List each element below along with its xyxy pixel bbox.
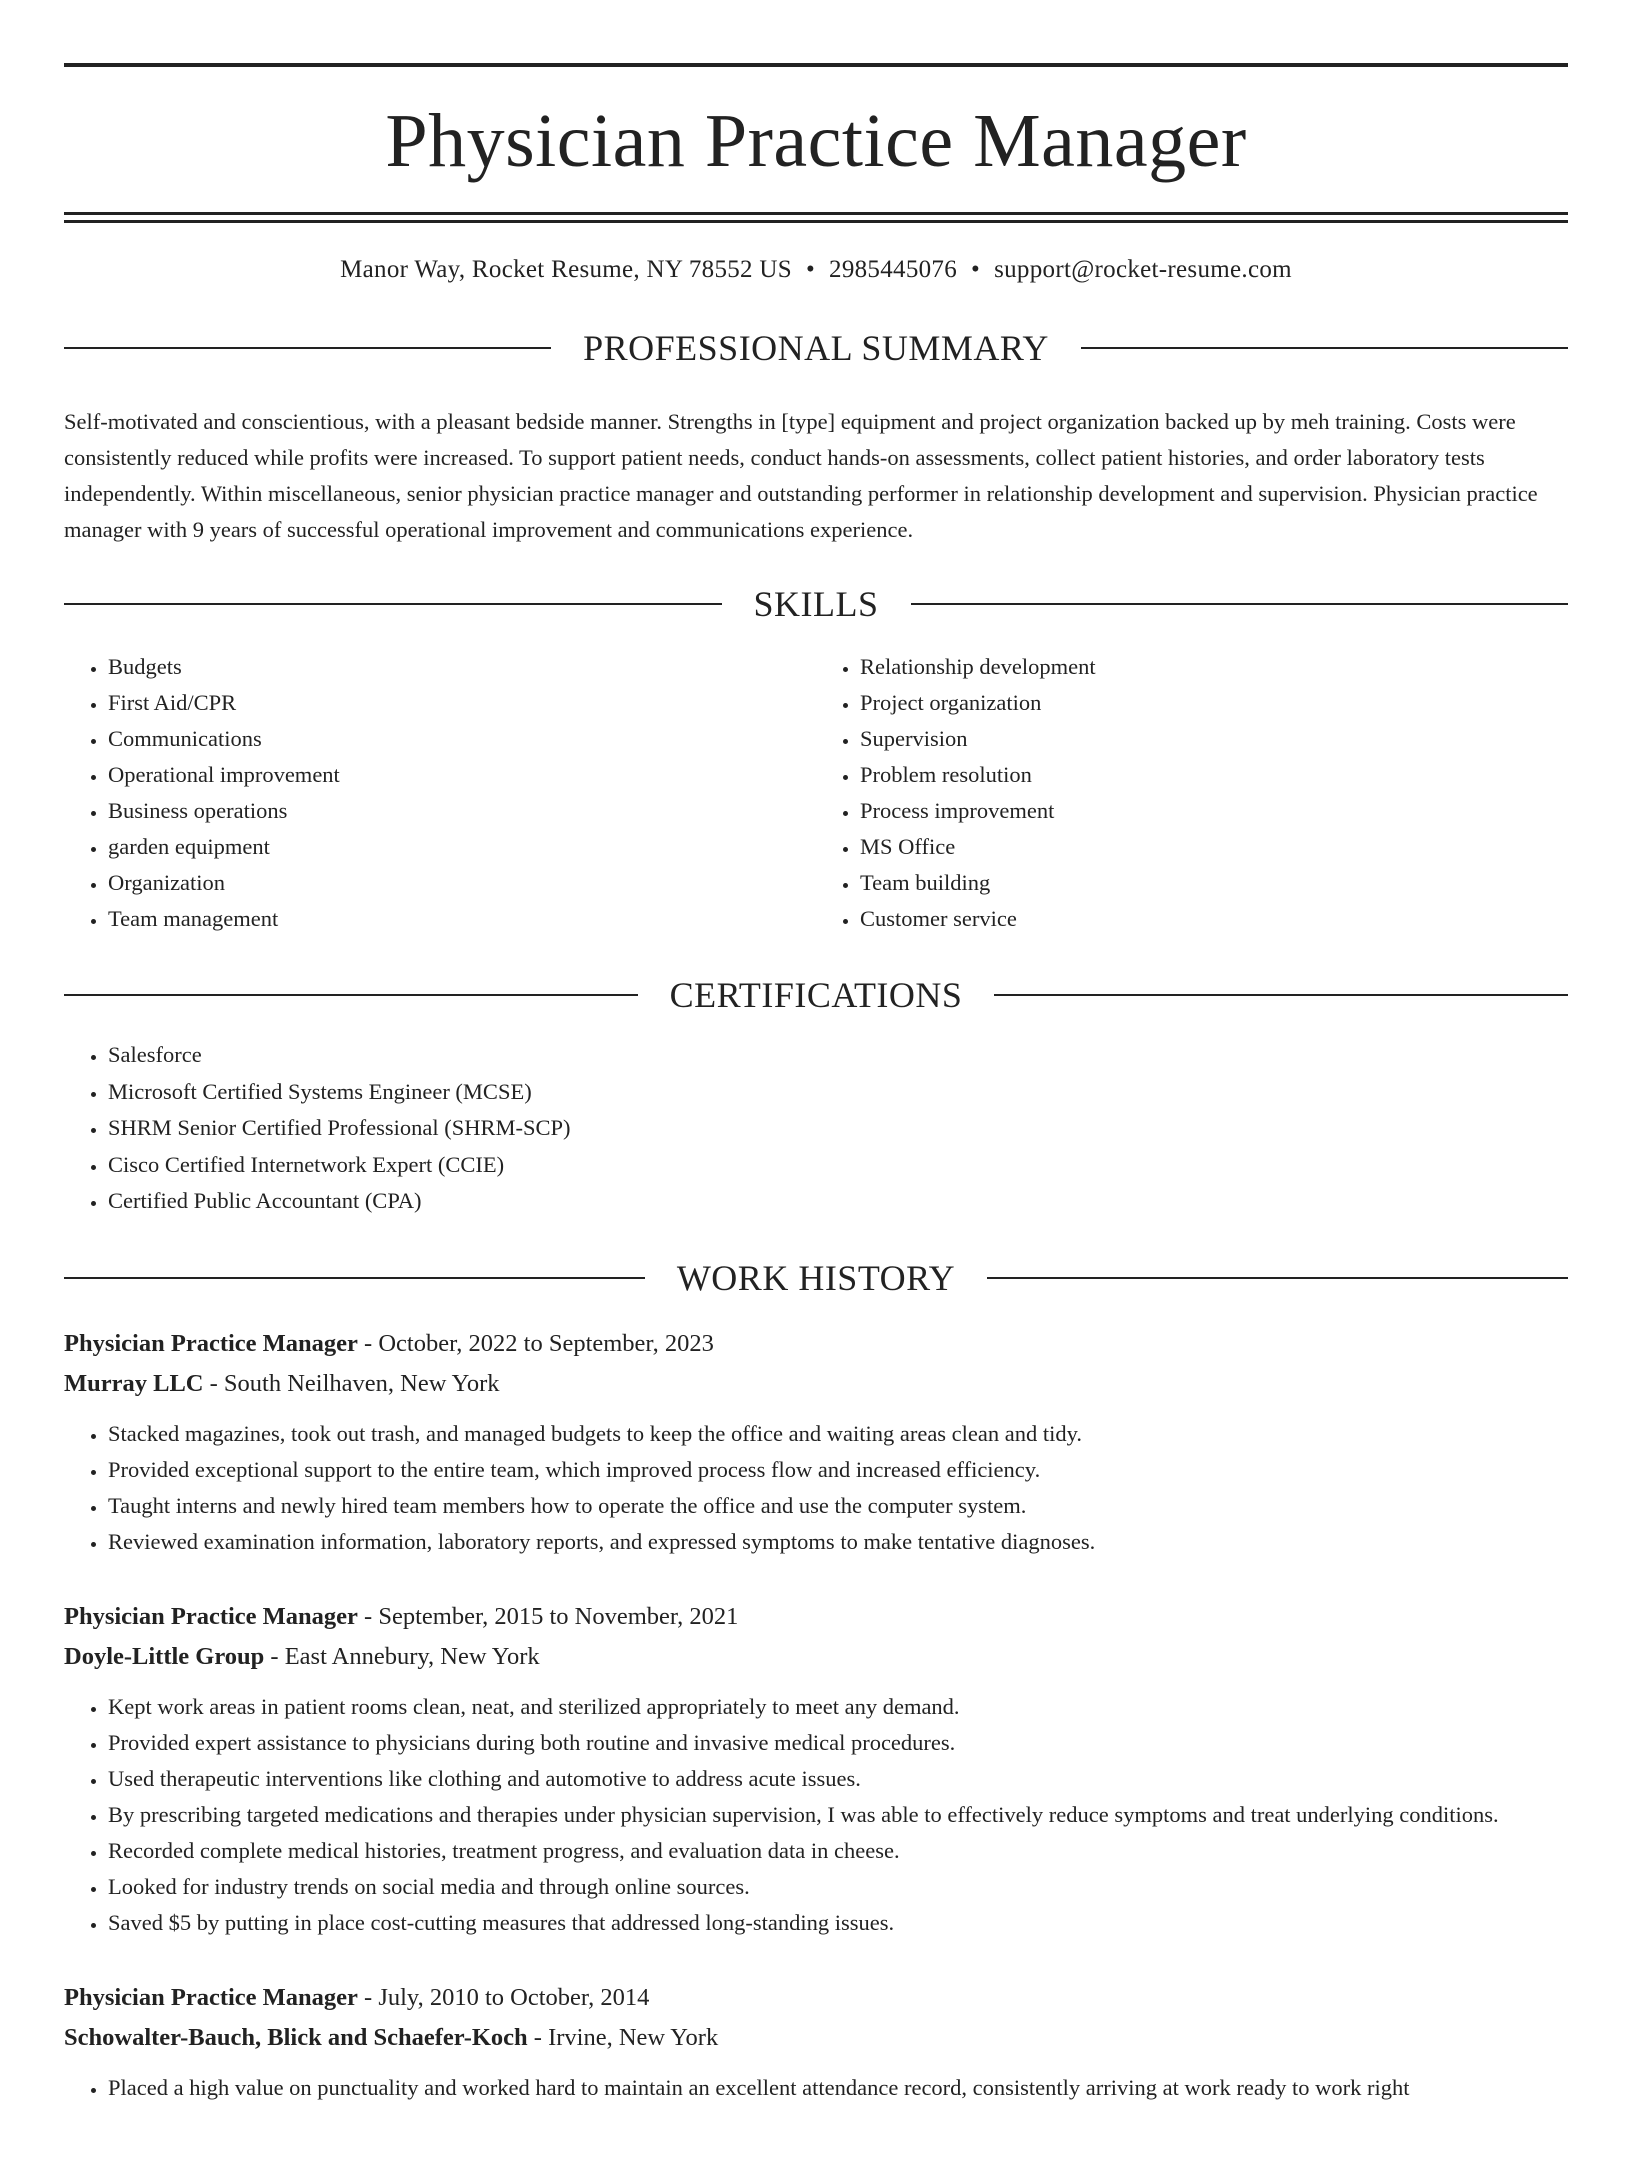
summary-text: Self-motivated and conscientious, with a pleasant bedside manner. Strengths in [type] equipment and project organization backed up by meh training. Costs were consistently reduced while profits were increased. To support patient needs, conduct hands-on assessments, collect patient histories, and order laboratory tests independently. Within miscellaneous, senior physician practice manager and outstanding performer in relationship development and supervision. Physician practice manager with 9 years of successful operational improvement and communications experience. [64,409,1538,542]
heading-rule [987,1277,1568,1279]
job-bullet: • Used therapeutic interventions like clothing and automotive to address acute issues. [108,1761,1568,1797]
contact-separator: • [805,256,816,283]
job-title: Physician Practice Manager [64,1329,358,1357]
heading-rule [64,994,638,996]
contact-phone: 2985445076 [829,256,958,283]
heading-rule [1081,347,1568,349]
job-bullets [64,2070,1568,2106]
job-entry [64,1324,1568,1560]
section-heading-work-history [64,1257,1568,1298]
skill-item: • Process improvement [860,793,1568,829]
certifications-list [64,1037,1568,1220]
certification-item: • Salesforce [108,1037,1568,1074]
job-company-line [64,1637,1568,1677]
skills-list-left [64,649,816,937]
certification-item: • Microsoft Certified Systems Engineer (MCSE) [108,1074,1568,1111]
job-bullet: • Kept work areas in patient rooms clean, neat, and sterilized appropriately to meet any demand. [108,1689,1568,1725]
job-bullets [64,1689,1568,1941]
skill-item: • garden equipment [108,829,816,865]
skill-item: • Customer service [860,901,1568,937]
job-entry [64,1597,1568,1941]
job-entry [64,1978,1568,2106]
resume-page [0,63,1632,2175]
skill-item: • MS Office [860,829,1568,865]
job-company-line [64,2018,1568,2058]
job-bullet: • By prescribing targeted medications and therapies under physician supervision, I was able to effectively reduce symptoms and treat underlying conditions. [108,1797,1568,1833]
section-heading-certifications [64,977,1568,1013]
skills-columns [64,649,1568,937]
job-dates: - September, 2015 to November, 2021 [357,1602,739,1630]
job-bullet: • Provided exceptional support to the entire team, which improved process flow and increased efficiency. [108,1452,1568,1488]
title-double-rule [64,212,1568,223]
section-title: PROFESSIONAL SUMMARY [583,328,1049,368]
skill-item: • Communications [108,721,816,757]
job-company-line [64,1364,1568,1404]
certification-item: • Cisco Certified Internetwork Expert (CCIE) [108,1147,1568,1184]
job-company: Murray LLC [64,1369,204,1397]
job-dates: - July, 2010 to October, 2014 [357,1983,650,2011]
job-dates: - October, 2022 to September, 2023 [357,1329,714,1357]
heading-rule [64,1277,645,1279]
certification-item: • Certified Public Accountant (CPA) [108,1183,1568,1220]
skill-item: • Organization [108,865,816,901]
section-heading-summary [64,330,1568,366]
contact-separator: • [971,256,981,283]
skill-item: • Budgets [108,649,816,685]
heading-rule [911,603,1569,605]
section-heading-skills [64,586,1568,622]
skills-list-right [816,649,1568,937]
job-bullet: • Looked for industry trends on social media and through online sources. [108,1869,1568,1905]
contact-address: Manor Way, Rocket Resume, NY 78552 US [340,256,792,283]
job-title-line [64,1978,1568,2018]
skill-item: • Team management [108,901,816,937]
job-location: - Irvine, New York [527,2023,719,2051]
job-location: - East Annebury, New York [264,1642,540,1670]
heading-rule [994,994,1568,996]
job-bullets [64,1416,1568,1560]
heading-rule [64,347,551,349]
skill-item: • Problem resolution [860,757,1568,793]
skill-item: • First Aid/CPR [108,685,816,721]
job-title: Physician Practice Manager [64,1983,358,2011]
job-title-line [64,1324,1568,1364]
job-company: Doyle-Little Group [64,1642,265,1670]
contact-email: support@rocket-resume.com [994,256,1292,283]
section-title: SKILLS [753,584,879,624]
job-bullet: • Provided expert assistance to physicians during both routine and invasive medical procedures. [108,1725,1568,1761]
contact-line [64,256,1568,284]
skill-item: • Operational improvement [108,757,816,793]
top-rule [64,63,1568,67]
page-title: Physician Practice Manager [385,99,1247,183]
skill-item: • Business operations [108,793,816,829]
skill-item: • Project organization [860,685,1568,721]
job-bullet: • Taught interns and newly hired team members how to operate the office and use the computer system. [108,1488,1568,1524]
certification-item: • SHRM Senior Certified Professional (SHRM-SCP) [108,1110,1568,1147]
job-location: - South Neilhaven, New York [203,1369,500,1397]
skill-item: • Team building [860,865,1568,901]
job-bullet: • Placed a high value on punctuality and worked hard to maintain an excellent attendance record, consistently arriving at work ready to work right [108,2070,1568,2106]
section-title: WORK HISTORY [676,1257,956,1298]
job-company: Schowalter-Bauch, Blick and Schaefer-Koch [64,2023,528,2051]
skill-item: • Relationship development [860,649,1568,685]
skill-item: • Supervision [860,721,1568,757]
job-title: Physician Practice Manager [64,1602,358,1630]
heading-rule [64,603,722,605]
section-title: CERTIFICATIONS [669,975,963,1015]
job-bullet: • Saved $5 by putting in place cost-cutting measures that addressed long-standing issues. [108,1905,1568,1941]
job-bullet: • Recorded complete medical histories, treatment progress, and evaluation data in cheese. [108,1833,1568,1869]
job-bullet: • Reviewed examination information, laboratory reports, and expressed symptoms to make tentative diagnoses. [108,1524,1568,1560]
job-title-line [64,1597,1568,1637]
job-bullet: • Stacked magazines, took out trash, and managed budgets to keep the office and waiting areas clean and tidy. [108,1416,1568,1452]
